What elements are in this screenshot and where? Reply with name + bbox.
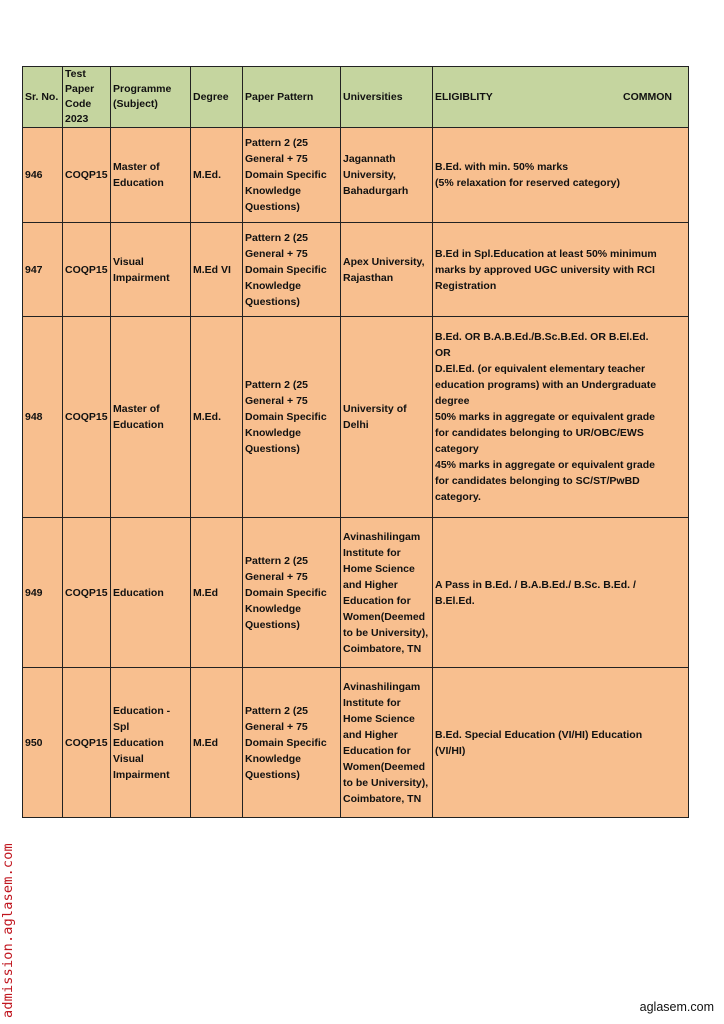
table-row — [23, 518, 689, 668]
cell-programme: Master of Education — [111, 317, 191, 518]
cell-eligibility: B.Ed. Special Education (VI/HI) Education (VI/HI) — [433, 668, 689, 818]
table-row — [23, 668, 689, 818]
cell-pattern: Pattern 2 (25 General + 75 Domain Specific Knowledge Questions) — [243, 668, 341, 818]
cell-code: COQP15 — [63, 128, 111, 223]
cell-university: Avinashilingam Institute for Home Science and Higher Education for Women(Deemed to be University), Coimbatore, TN — [341, 518, 433, 668]
cell-sr-no: 950 — [23, 668, 63, 818]
cell-degree: M.Ed — [191, 518, 243, 668]
cell-pattern: Pattern 2 (25 General + 75 Domain Specific Knowledge Questions) — [243, 317, 341, 518]
header-eligibility — [433, 67, 689, 128]
corner-watermark: aglasem.com — [639, 1000, 714, 1014]
cell-eligibility: B.Ed. OR B.A.B.Ed./B.Sc.B.Ed. OR B.El.Ed. OR D.El.Ed. (or equivalent elementary teacher education programs) with an Undergraduate degree 50% marks in aggregate or equivalent grade for candidates belonging to UR/OBC/EWS category 45% marks in aggregate or equivalent grade for candidates belonging to SC/ST/PwBD category. — [433, 317, 689, 518]
header-eligibility-common: COMMON — [623, 90, 672, 103]
cell-code: COQP15 — [63, 223, 111, 317]
cell-degree: M.Ed. — [191, 128, 243, 223]
table-row — [23, 317, 689, 518]
cell-degree: M.Ed VI — [191, 223, 243, 317]
side-watermark: admission.aglasem.com — [0, 843, 16, 1018]
cell-eligibility: B.Ed. with min. 50% marks (5% relaxation for reserved category) — [433, 128, 689, 223]
cell-code: COQP15 — [63, 317, 111, 518]
cell-sr-no: 948 — [23, 317, 63, 518]
header-test-paper-code: Test Paper Code 2023 — [63, 67, 111, 128]
cell-programme: Visual Impairment — [111, 223, 191, 317]
table-row — [23, 223, 689, 317]
cell-university: Apex University, Rajasthan — [341, 223, 433, 317]
header-universities: Universities — [341, 67, 433, 128]
eligibility-table — [22, 66, 689, 818]
table-header-row — [23, 67, 689, 128]
cell-pattern: Pattern 2 (25 General + 75 Domain Specific Knowledge Questions) — [243, 518, 341, 668]
cell-pattern: Pattern 2 (25 General + 75 Domain Specific Knowledge Questions) — [243, 128, 341, 223]
cell-sr-no: 949 — [23, 518, 63, 668]
cell-code: COQP15 — [63, 518, 111, 668]
table-row — [23, 128, 689, 223]
cell-university: Avinashilingam Institute for Home Science and Higher Education for Women(Deemed to be University), Coimbatore, TN — [341, 668, 433, 818]
cell-eligibility: A Pass in B.Ed. / B.A.B.Ed./ B.Sc. B.Ed. / B.El.Ed. — [433, 518, 689, 668]
cell-university: University of Delhi — [341, 317, 433, 518]
cell-eligibility: B.Ed in Spl.Education at least 50% minimum marks by approved UGC university with RCI Registration — [433, 223, 689, 317]
cell-university: Jagannath University, Bahadurgarh — [341, 128, 433, 223]
table-body — [23, 128, 689, 818]
cell-degree: M.Ed — [191, 668, 243, 818]
cell-programme: Education — [111, 518, 191, 668]
header-eligibility-label: ELIGIBLITY — [435, 90, 493, 103]
header-paper-pattern: Paper Pattern — [243, 67, 341, 128]
cell-sr-no: 946 — [23, 128, 63, 223]
header-sr-no: Sr. No. — [23, 67, 63, 128]
cell-programme: Master of Education — [111, 128, 191, 223]
header-degree: Degree — [191, 67, 243, 128]
header-programme: Programme (Subject) — [111, 67, 191, 128]
cell-code: COQP15 — [63, 668, 111, 818]
cell-programme: Education - Spl Education Visual Impairment — [111, 668, 191, 818]
cell-sr-no: 947 — [23, 223, 63, 317]
cell-pattern: Pattern 2 (25 General + 75 Domain Specific Knowledge Questions) — [243, 223, 341, 317]
cell-degree: M.Ed. — [191, 317, 243, 518]
